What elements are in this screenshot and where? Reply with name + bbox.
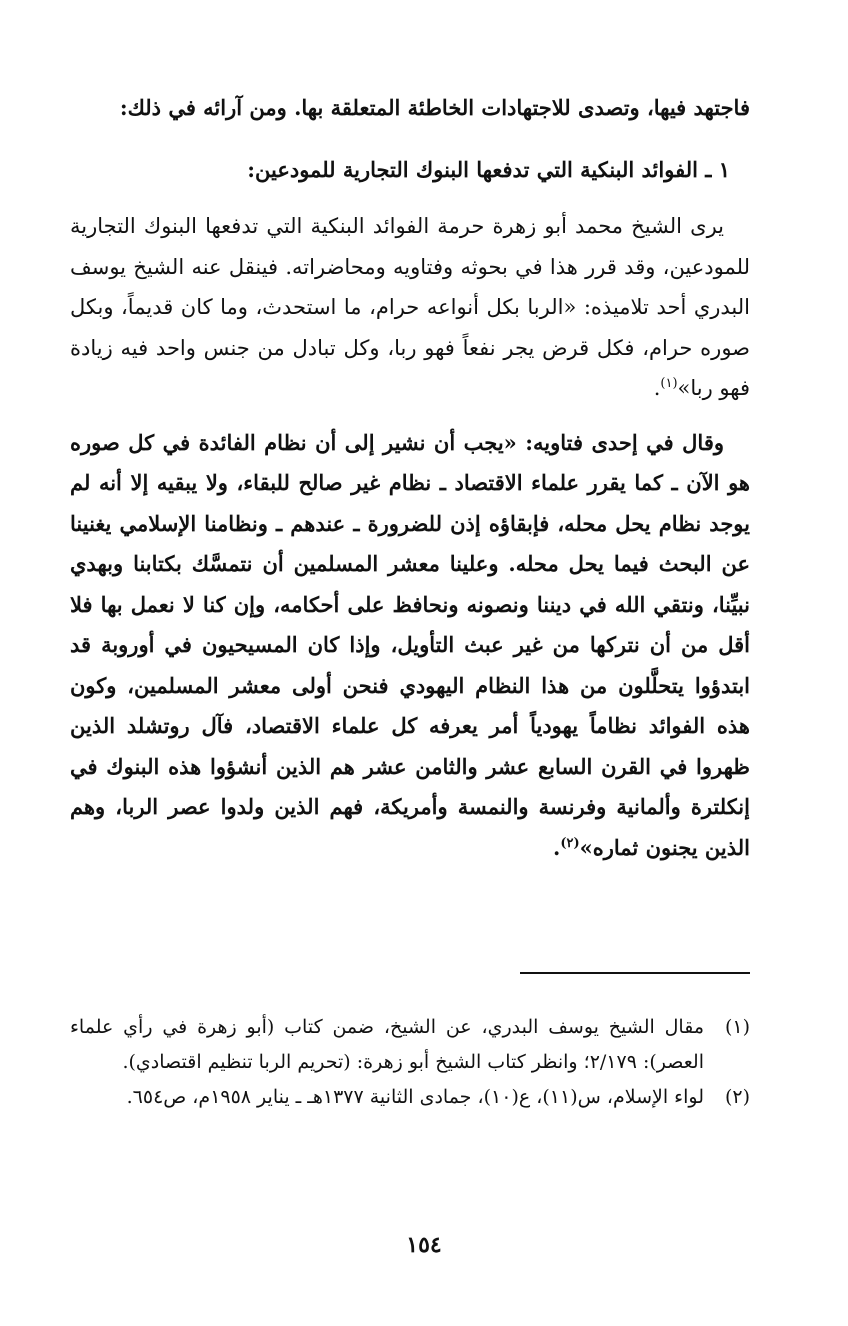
- footnote-divider: [520, 972, 750, 974]
- paragraph-2: [70, 423, 750, 869]
- footnotes: [70, 1010, 750, 1115]
- paragraph-1-text: يرى الشيخ محمد أبو زهرة حرمة الفوائد البنكية التي تدفعها البنوك التجارية للمودعين، وقد قرر هذا في بحوثه وفتاويه ومحاضراته. فينقل عنه الشيخ يوسف البدري أحد تلاميذه: «الربا بكل أنواعه حرام، ما استحدث، وما كان قديماً، وبكل صوره حرام، فكل قرض يجر نفعاً فهو ربا، وكل تبادل من جنس واحد فيه زيادة فهو ربا»: [70, 214, 750, 400]
- footnote-2-text: لواء الإسلام، س(١١)، ع(١٠)، جمادى الثانية ١٣٧٧هـ ـ يناير ١٩٥٨م، ص٦٥٤.: [126, 1086, 704, 1108]
- paragraph-1-end: .: [653, 376, 661, 400]
- main-text: [70, 88, 750, 882]
- footnote-2: [70, 1080, 750, 1115]
- intro-line: فاجتهد فيها، وتصدى للاجتهادات الخاطئة المتعلقة بها. ومن آرائه في ذلك:: [119, 95, 750, 120]
- footnote-ref-2: (٢): [560, 835, 580, 851]
- paragraph-1: [70, 206, 750, 409]
- paragraph-2-end: .: [553, 834, 561, 860]
- footnote-1: [70, 1010, 750, 1080]
- page-number: ١٥٤: [406, 1232, 442, 1258]
- footnote-ref-1: (١): [660, 376, 678, 391]
- footnote-1-text: مقال الشيخ يوسف البدري، عن الشيخ، ضمن كتاب (أبو زهرة في رأي علماء العصر): ٢/١٧٩؛ وانظر كتاب الشيخ أبو زهرة: (تحريم الربا تنظيم اقتصادي).: [70, 1016, 704, 1073]
- footnote-1-number: (١): [724, 1016, 750, 1038]
- section-heading: ١ ـ الفوائد البنكية التي تدفعها البنوك التجارية للمودعين:: [247, 157, 730, 182]
- paragraph-2-text: وقال في إحدى فتاويه: «يجب أن نشير إلى أن نظام الفائدة في كل صوره هو الآن ـ كما يقرر علماء الاقتصاد ـ نظام غير صالح للبقاء، ولا يبقيه إلا أنه لم يوجد نظام يحل محله، فإبقاؤه إذن للضرورة ـ عندهم ـ ونظامنا الإسلامي يغنينا عن البحث فيما يحل محله. وعلينا معشر المسلمين أن نتمسَّك بكتابنا وبهدي نبيِّنا، ونتقي الله في ديننا ونصونه ونحافظ على أحكامه، وإن كنا لا نعمل بها فلا أقل من أن نتركها من غير عبث التأويل، وإذا كان المسيحيون في أوروبة قد ابتدؤوا يتحلَّلون من هذا النظام اليهودي فنحن أولى معشر المسلمين، وكون هذه الفوائد نظاماً يهودياً أمر يعرفه كل علماء الاقتصاد، فآل روتشلد الذين ظهروا في القرن السابع عشر والثامن عشر هم الذين أنشؤوا هذه البنوك في إنكلترة وألمانية وفرنسة والنمسة وأمريكة، فهم الذين ولدوا عصر الربا، وهم الذين يجنون ثماره»: [70, 429, 750, 860]
- footnote-2-number: (٢): [724, 1086, 750, 1108]
